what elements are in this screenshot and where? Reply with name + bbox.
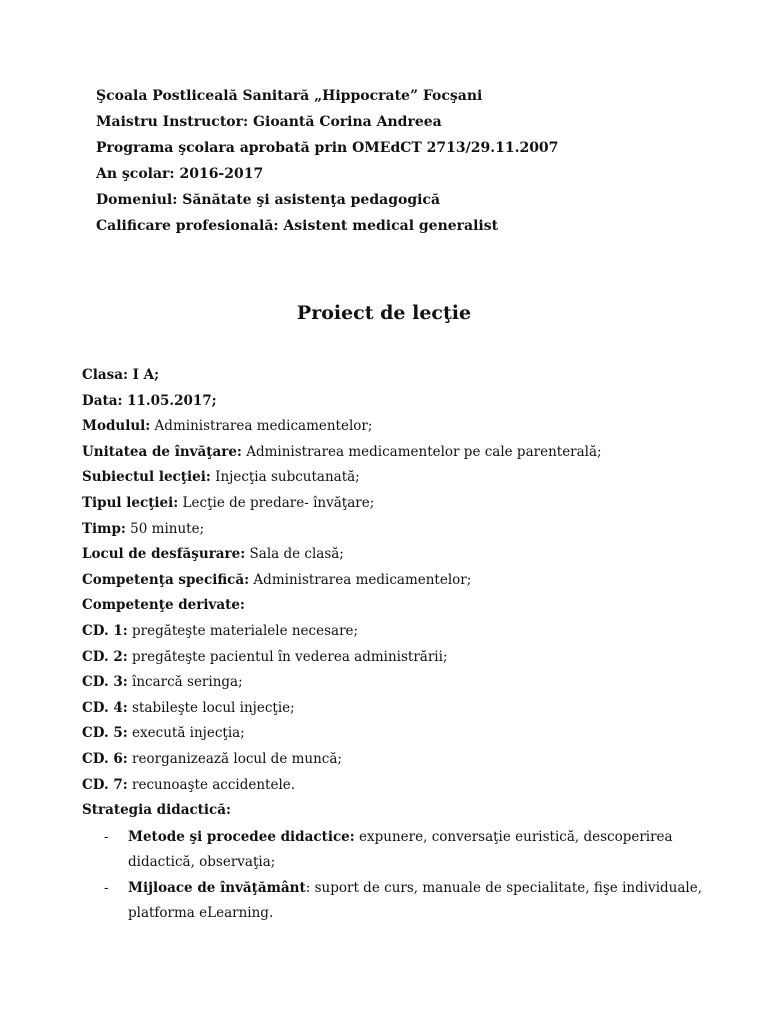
bullet-dash: - [104, 828, 109, 845]
field-time [82, 518, 702, 544]
field-label: CD. 3: [82, 674, 128, 691]
field-value: stabileşte locul injecţie; [127, 699, 295, 716]
field-value: Sala de clasă; [245, 546, 344, 563]
field-label: CD. 5: [82, 725, 128, 742]
field-class [82, 364, 702, 390]
field-label: CD. 2: [82, 648, 128, 665]
strategy-label: Mijloace de învăţământ [128, 879, 306, 896]
field-label: Data: 11.05.2017; [82, 392, 217, 409]
field-value: reorganizează locul de muncă; [127, 750, 342, 767]
field-label: CD. 4: [82, 699, 128, 716]
field-label: Modulul: [82, 418, 151, 435]
field-label: Locul de desfăşurare: [82, 546, 246, 563]
page-title: Proiect de lecţie [296, 302, 472, 324]
field-label: Strategia didactică: [82, 802, 231, 819]
field-learning-unit [82, 441, 702, 467]
lesson-details [82, 364, 702, 927]
field-value: 50 minute; [125, 520, 205, 537]
field-value: pregăteşte pacientul în vederea administrării; [127, 648, 448, 665]
domain-line: Domeniul: Sănătate şi asistenţa pedagogică [96, 192, 441, 208]
field-cd6 [82, 748, 702, 774]
qualification-line: Calificare profesională: Asistent medical generalist [96, 218, 499, 234]
field-subject [82, 466, 702, 492]
field-value: pregăteşte materialele necesare; [127, 622, 359, 639]
field-label: Unitatea de învăţare: [82, 443, 242, 460]
field-label: CD. 6: [82, 750, 128, 767]
field-cd7 [82, 774, 702, 800]
bullet-dash: - [104, 879, 109, 896]
field-value: Administrarea medicamentelor; [249, 571, 472, 588]
field-cd5 [82, 722, 702, 748]
strategy-item-methods [82, 825, 702, 876]
field-cd1 [82, 620, 702, 646]
school-name: Şcoala Postliceală Sanitară „Hippocrate” Focşani [96, 88, 483, 104]
field-label: Clasa: I A; [82, 367, 160, 383]
field-specific-competence [82, 569, 702, 595]
program-line: Programa şcolara aprobată prin OMEdCT 2713/29.11.2007 [96, 140, 559, 156]
field-cd3 [82, 671, 702, 697]
field-label: CD. 7: [82, 776, 128, 793]
field-value: Administrarea medicamentelor; [150, 418, 373, 435]
field-value: execută injecţia; [127, 725, 245, 742]
field-date [82, 390, 702, 416]
field-value: Injecţia subcutanată; [210, 469, 360, 486]
field-value: Lecţie de predare- învăţare; [178, 494, 375, 511]
field-value: recunoaşte accidentele. [127, 776, 296, 793]
field-lesson-type [82, 492, 702, 518]
strategy-item-means [82, 876, 702, 927]
instructor-line: Maistru Instructor: Gioantă Corina Andreea [96, 114, 442, 130]
field-label: CD. 1: [82, 622, 128, 639]
field-label: Competenţa specifică: [82, 571, 250, 588]
school-year-line: An şcolar: 2016-2017 [96, 166, 264, 182]
field-label: Competenţe derivate: [82, 597, 245, 614]
field-cd2 [82, 646, 702, 672]
field-label: Timp: [82, 520, 126, 537]
strategy-label: Metode şi procedee didactice: [128, 828, 355, 845]
field-strategy [82, 799, 702, 825]
field-derived-competences [82, 594, 702, 620]
strategy-value: expunere, conversaţie euristică, descoperirea didactică, observaţia; [128, 828, 673, 871]
strategy-value: : suport de curs, manuale de specialitate, fişe individuale, platforma eLearning. [128, 879, 702, 922]
field-label: Subiectul lecţiei: [82, 469, 211, 486]
field-label: Tipul lecţiei: [82, 494, 179, 511]
field-value: Administrarea medicamentelor pe cale parenterală; [241, 443, 602, 460]
document-header [96, 86, 558, 242]
field-location [82, 543, 702, 569]
field-cd4 [82, 697, 702, 723]
field-module [82, 415, 702, 441]
field-value: încarcă seringa; [127, 674, 243, 691]
